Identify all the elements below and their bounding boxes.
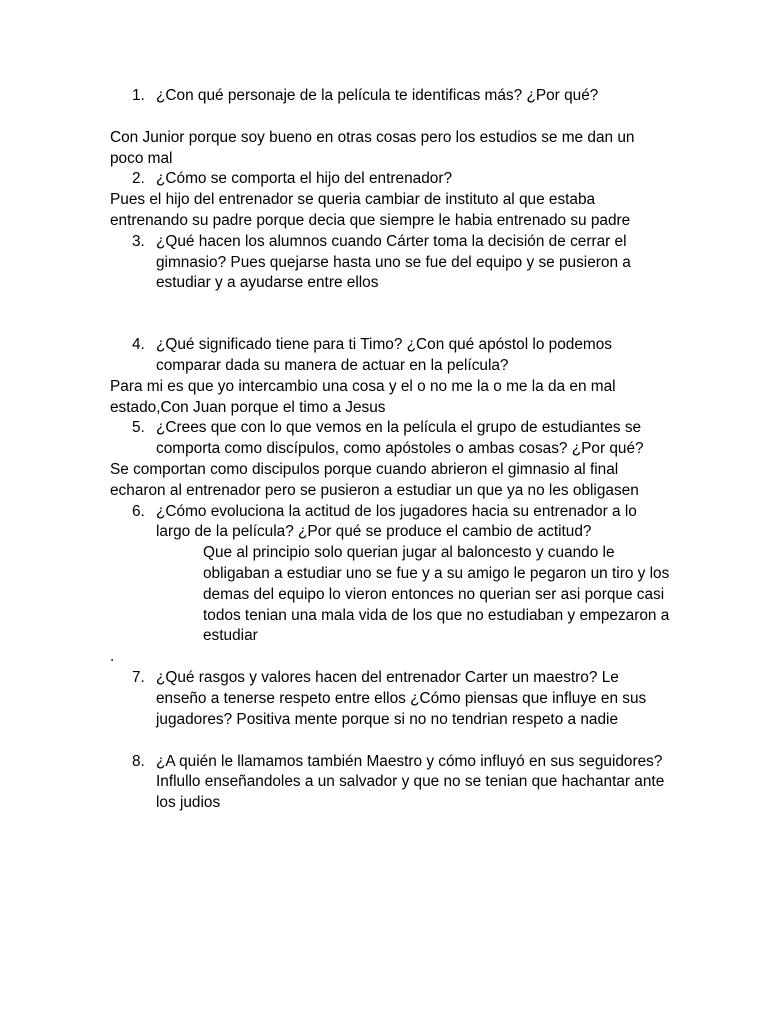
stray-period: .: [110, 648, 115, 666]
question-number: 6.: [132, 502, 145, 520]
question-3: [110, 232, 670, 294]
question-text: ¿Qué hacen los alumnos cuando Cárter toma la decisión de cerrar el gimnasio? Pues quejarse hasta uno se fue del equipo y se pusieron a estudiar y a ayudarse entre ellos: [156, 232, 631, 292]
question-number: 1.: [132, 87, 145, 104]
question-text: ¿Crees que con lo que vemos en la película el grupo de estudiantes se comporta como discípulos, como apóstoles o ambas cosas? ¿Por qué?: [156, 419, 644, 458]
question-number: 7.: [132, 669, 145, 687]
question-text: ¿Cómo se comporta el hijo del entrenador?: [156, 170, 452, 188]
spacer: [110, 294, 670, 335]
answer-2: Pues el hijo del entrenador se queria cambiar de instituto al que estaba entrenando su padre porque decia que siempre le habia entrenado su padre: [110, 191, 631, 229]
question-1: [110, 86, 670, 107]
question-7: [110, 668, 670, 730]
spacer: [110, 731, 670, 752]
question-8: [110, 752, 670, 814]
question-5: [110, 418, 670, 460]
question-number: 3.: [132, 232, 145, 250]
question-text: ¿Qué rasgos y valores hacen del entrenador Carter un maestro? Le enseño a tenerse respeto entre ellos ¿Cómo piensas que influye en sus jugadores? Positiva mente porque si no no tendrian respeto a nadie: [156, 669, 647, 728]
answer-1: Con Junior porque soy bueno en otras cosas pero los estudios se me dan un poco mal: [110, 128, 635, 167]
question-number: 8.: [132, 752, 145, 770]
question-number: 2.: [132, 170, 145, 188]
question-4: [110, 335, 670, 377]
question-text: ¿Cómo evoluciona la actitud de los jugadores hacia su entrenador a lo largo de la película? ¿Por qué se produce el cambio de actitud?: [156, 502, 637, 541]
question-text: ¿A quién le llamamos también Maestro y cómo influyó en sus seguidores? Influllo enseñandoles a un salvador y que no se tenian que hachantar ante los judios: [156, 752, 665, 812]
question-2: [110, 169, 670, 190]
question-text: ¿Qué significado tiene para ti Timo? ¿Con qué apóstol lo podemos comparar dada su manera de actuar en la película?: [156, 336, 612, 374]
answer-5: Se comportan como discipulos porque cuando abrieron el gimnasio al final echaron al entrenador pero se pusieron a estudiar un que ya no les obligasen: [110, 460, 639, 499]
question-text: ¿Con qué personaje de la película te identificas más? ¿Por qué?: [156, 87, 599, 104]
question-6: [110, 502, 670, 544]
document-body: [110, 86, 670, 814]
answer-6: Que al principio solo querian jugar al baloncesto y cuando le obligaban a estudiar uno se fue y a su amigo le pegaron un tiro y los demas del equipo lo vieron entonces no querian ser asi porque casi todos tenian una mala vida de los que no estudiaban y empezaron a estudiar: [203, 544, 670, 645]
answer-4: Para mi es que yo intercambio una cosa y el o no me la o me la da en mal estado,Con Juan porque el timo a Jesus: [110, 377, 616, 416]
question-number: 5.: [132, 419, 145, 437]
spacer: [110, 107, 670, 128]
question-number: 4.: [132, 336, 145, 354]
